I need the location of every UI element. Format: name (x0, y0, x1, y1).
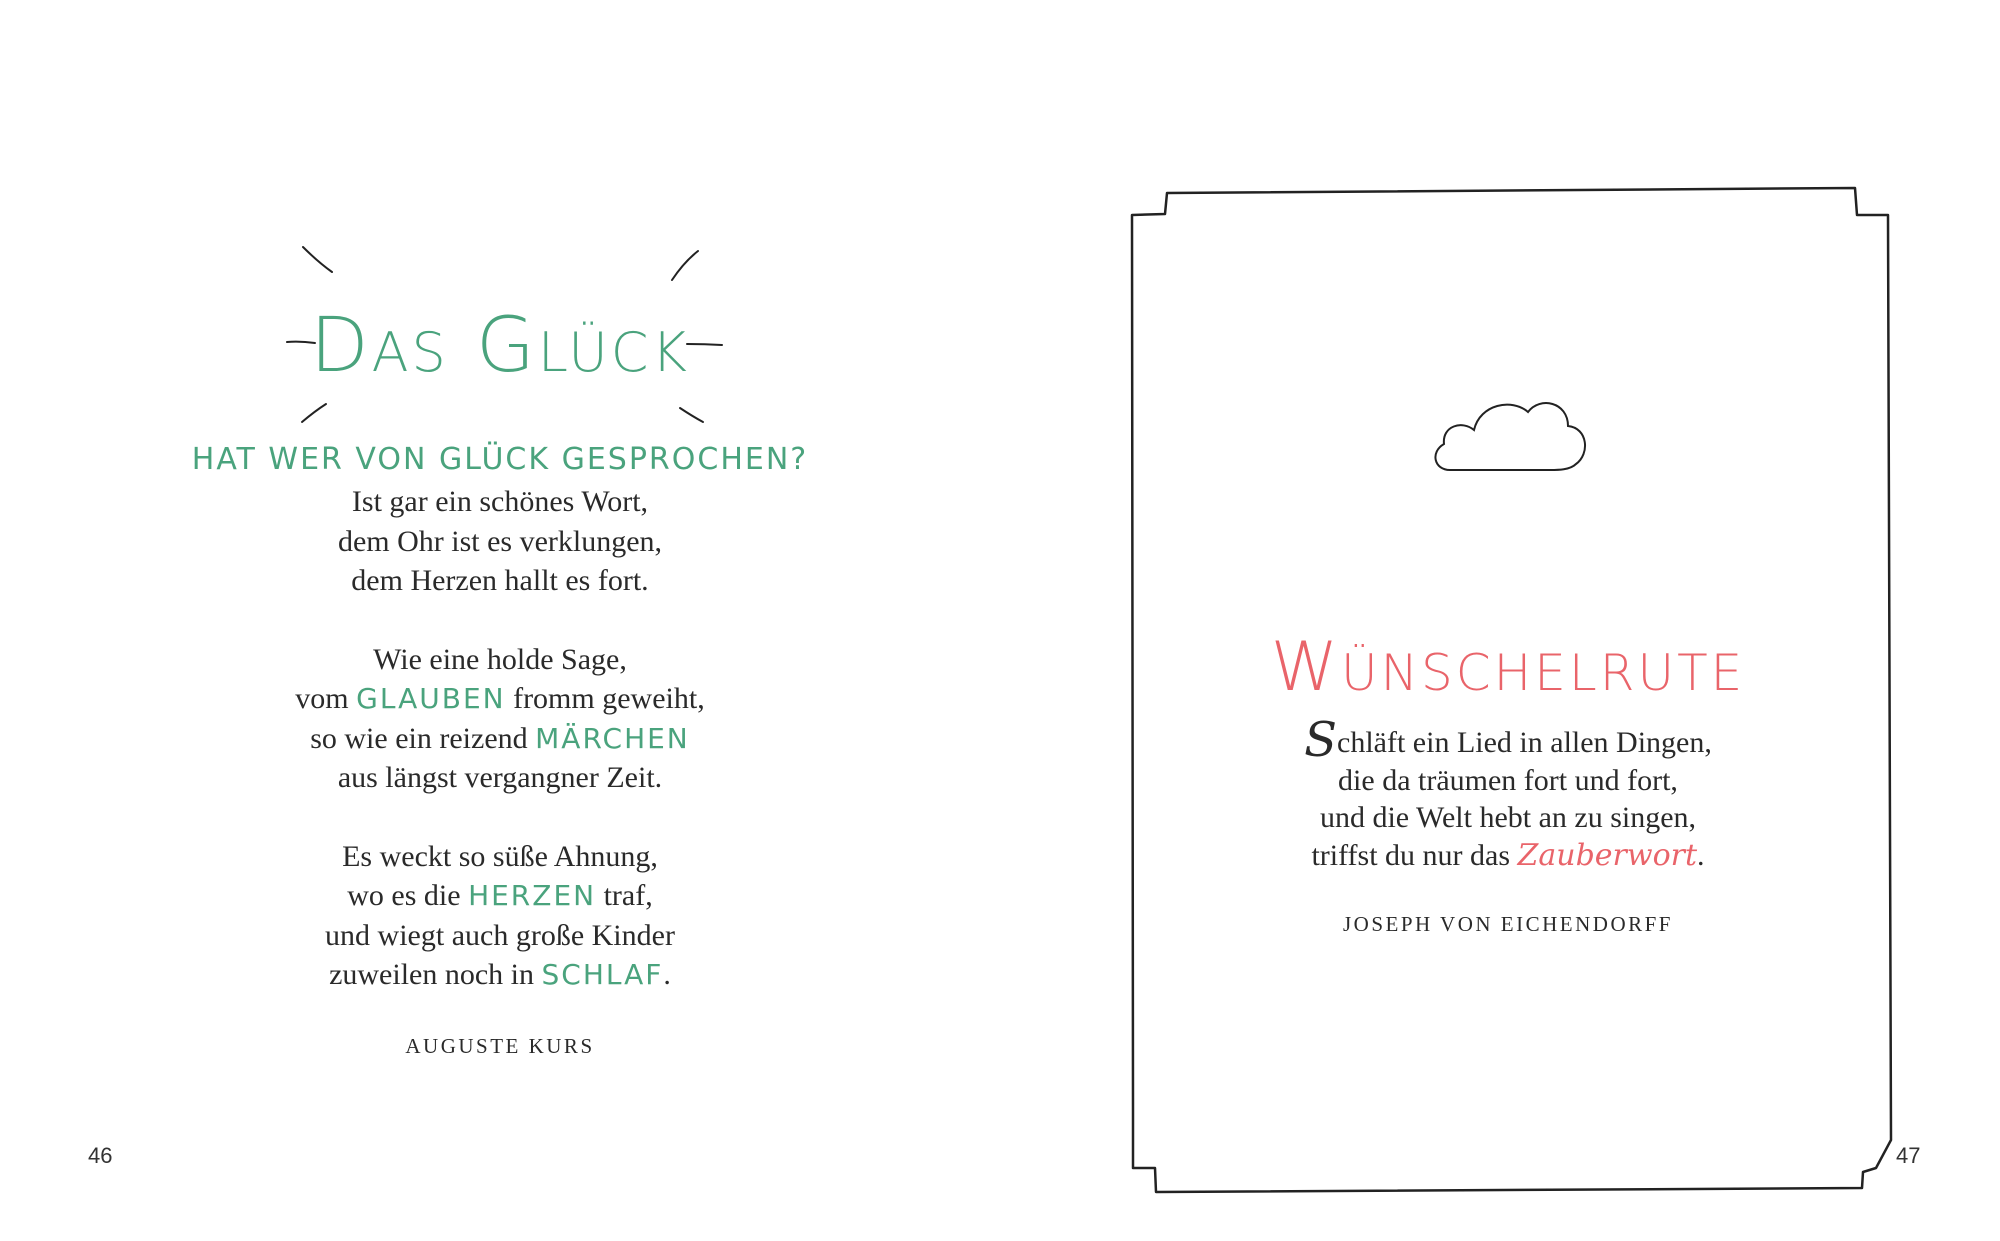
line-text: wo es die (347, 879, 469, 912)
poem-line: aus längst vergangner Zeit. (337, 761, 663, 794)
line-text: chläft ein Lied in allen Dingen, (1337, 726, 1712, 759)
sun-rays-decoration (0, 0, 1000, 500)
stanza-1 (0, 482, 1000, 601)
poem-line: Es weckt so süße Ahnung, (342, 839, 658, 873)
poem-author: JOSEPH VON EICHENDORFF (1343, 912, 1673, 936)
script-word: Zauberwort (1517, 837, 1698, 873)
page-number: 47 (1896, 1143, 1921, 1168)
stanza-3 (0, 837, 1000, 995)
poem-line (0, 679, 1000, 719)
line-text: zuweilen noch in (329, 958, 542, 991)
drop-cap: S (1304, 712, 1337, 768)
poem-title (1128, 628, 1888, 707)
line-text: fromm geweiht, (505, 682, 705, 715)
poem-line: dem Herzen hallt es fort. (351, 564, 649, 597)
line-text: triffst du nur das (1311, 838, 1518, 872)
highlight-word: SCHLAF (541, 958, 664, 991)
poem-body (1128, 712, 1888, 937)
title-initial: G (475, 300, 538, 389)
poem-line (0, 719, 1000, 759)
poem-first-line: HAT WER VON GLÜCK GESPROCHEN? (191, 442, 809, 477)
poem-line (1128, 837, 1888, 875)
poem-line (1128, 712, 1888, 768)
cloud-icon (1430, 392, 1588, 474)
line-text: . (663, 958, 671, 991)
highlight-word: MÄRCHEN (535, 721, 690, 755)
poem-line (0, 876, 1000, 916)
title-rest: AS (371, 321, 449, 384)
poem-line: Ist gar ein schönes Wort, (351, 485, 649, 518)
line-text: vom (295, 682, 357, 715)
title-initial: W (1270, 628, 1342, 707)
poem-line: dem Ohr ist es verklungen, (337, 524, 663, 558)
page-number: 46 (88, 1143, 113, 1168)
line-text: traf, (596, 879, 653, 912)
line-text: so wie ein reizend (310, 721, 536, 755)
poem-title (0, 300, 1000, 389)
poem-line (0, 955, 1000, 995)
poem-body (0, 438, 1000, 1059)
stanza-2 (0, 640, 1000, 798)
poem-line: Wie eine holde Sage, (373, 642, 627, 676)
poem-line: und die Welt hebt an zu singen, (1319, 801, 1697, 834)
title-rest: ÜNSCHELRUTE (1341, 644, 1746, 702)
poem-line: und wiegt auch große Kinder (325, 918, 675, 952)
poem-author: AUGUSTE KURS (405, 1033, 595, 1058)
highlight-word: GLAUBEN (356, 682, 506, 715)
line-text: . (1697, 838, 1705, 872)
highlight-word: HERZEN (468, 879, 597, 912)
title-initial: D (310, 300, 372, 389)
title-rest: LÜCK (537, 321, 690, 384)
poem-line: die da träumen fort und fort, (1338, 763, 1678, 797)
